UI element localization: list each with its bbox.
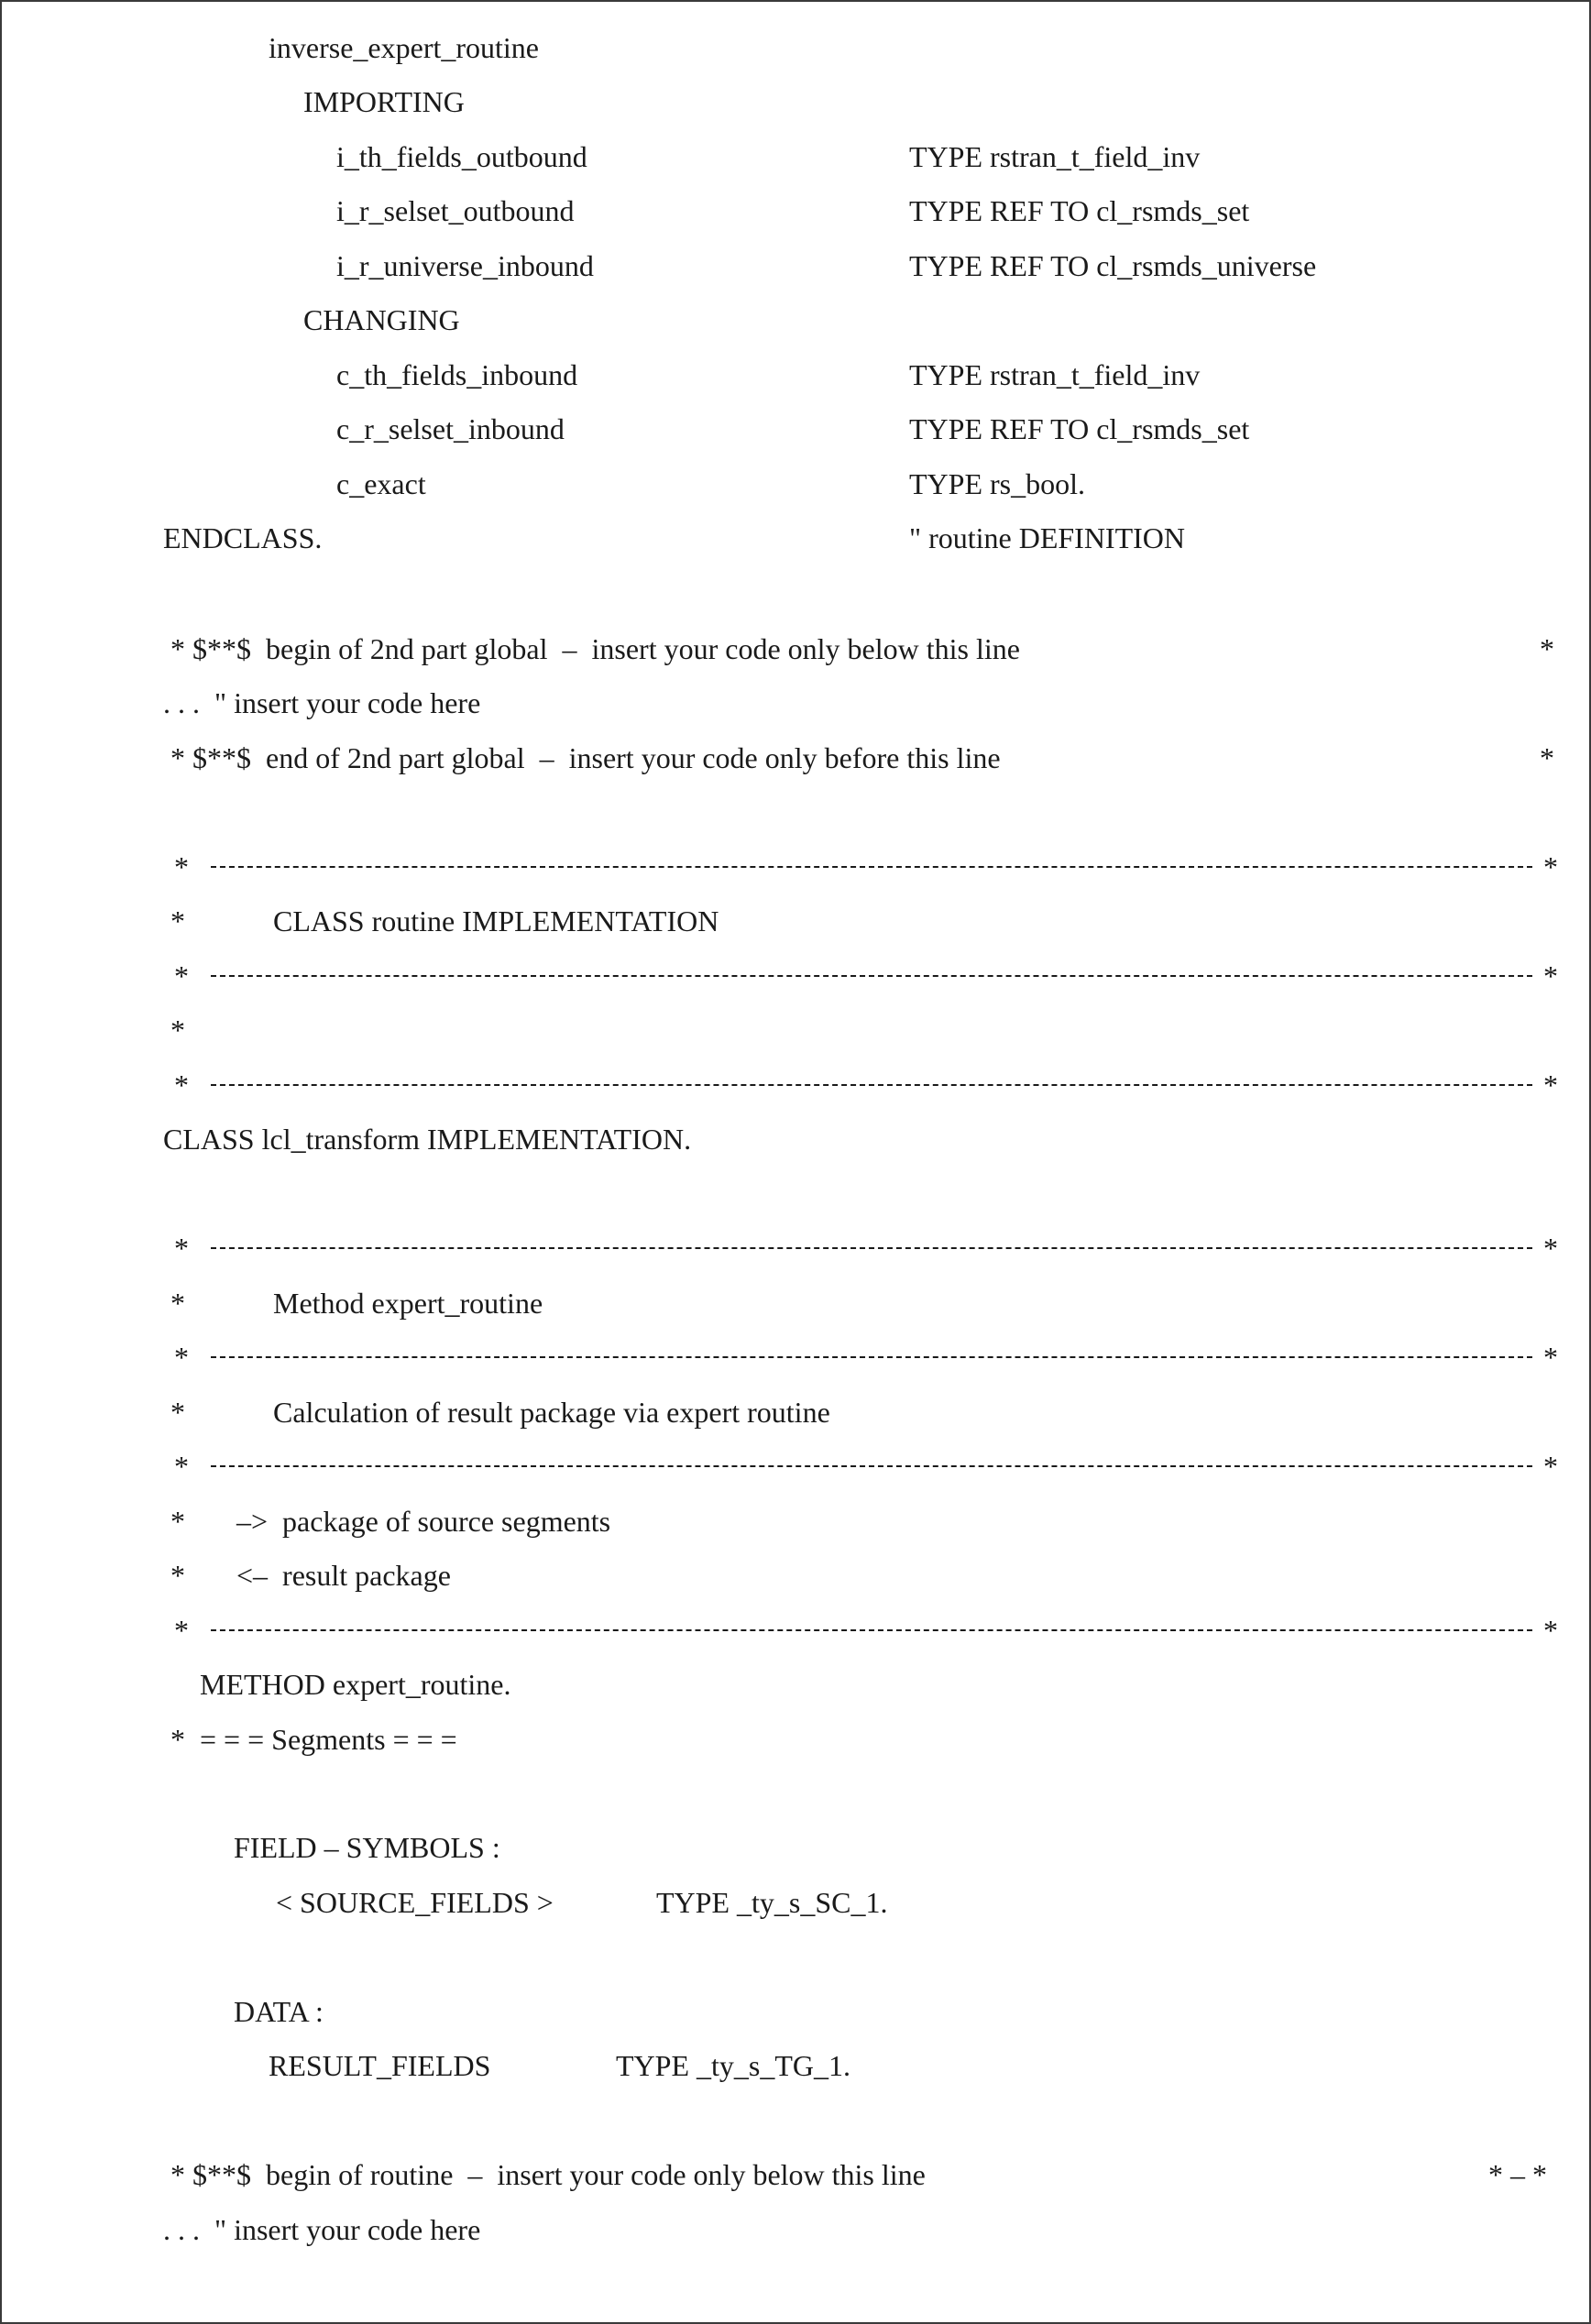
code-line: i_r_selset_outbound [336,194,575,227]
code-line: c_r_selset_inbound [336,412,565,445]
dash-rule [211,1629,1532,1631]
dash-rule [211,1084,1532,1086]
code-line: TYPE _ty_s_TG_1. [616,2049,850,2082]
comment-star: * [1543,850,1558,883]
comment-star: * [174,850,189,883]
code-line: TYPE rs_bool. [909,467,1085,500]
comment-divider [163,1230,1558,1266]
code-comment: * $**$ end of 2nd part global – insert your code only before this line [163,741,1001,774]
comment-star: * [174,1069,189,1102]
code-line: i_r_universe_inbound [336,249,594,282]
code-line: c_exact [336,467,426,500]
comment-divider [163,1339,1558,1376]
dash-rule [211,975,1532,977]
code-line: . . . " insert your code here [163,2213,481,2246]
dash-rule [211,1247,1532,1249]
dash-rule [211,1465,1532,1467]
code-line: TYPE _ty_s_SC_1. [656,1886,888,1919]
code-line: . . . " insert your code here [163,686,481,719]
code-line: DATA : [234,1995,324,2028]
comment-star: * – * [1488,2158,1547,2191]
comment-star: * [174,1450,189,1483]
comment-star: * [1543,1069,1558,1102]
code-line: TYPE REF TO cl_rsmds_set [909,412,1250,445]
comment-star: * [174,1232,189,1265]
comment-star: * [1540,741,1554,774]
code-line: RESULT_FIELDS [269,2049,491,2082]
code-line: CHANGING [303,303,460,336]
comment-star: * [1543,959,1558,992]
comment-star: * [1543,1232,1558,1265]
comment-divider [163,1612,1558,1649]
comment-star: * [1543,1614,1558,1647]
code-comment: * [163,1014,185,1047]
comment-star: * [1543,1341,1558,1374]
comment-divider [163,1448,1558,1485]
comment-divider [163,1067,1558,1103]
code-line: < SOURCE_FIELDS > [276,1886,554,1919]
dash-rule [211,1356,1532,1358]
comment-star: * [174,1614,189,1647]
code-line: TYPE REF TO cl_rsmds_universe [909,249,1317,282]
code-line: TYPE REF TO cl_rsmds_set [909,194,1250,227]
code-line: i_th_fields_outbound [336,140,587,173]
code-comment: * $**$ begin of routine – insert your code only below this line [163,2158,926,2191]
code-line: IMPORTING [303,85,465,118]
code-line: CLASS lcl_transform IMPLEMENTATION. [163,1123,692,1156]
comment-star: * [1543,1450,1558,1483]
comment-star: * [1540,632,1554,665]
code-line: FIELD – SYMBOLS : [234,1831,500,1864]
code-line: ENDCLASS. [163,521,323,554]
code-comment: * Calculation of result package via expert routine [163,1396,830,1429]
code-comment: * <– result package [163,1559,451,1592]
comment-divider [163,849,1558,885]
comment-divider [163,958,1558,994]
code-comment: * $**$ begin of 2nd part global – insert your code only below this line [163,632,1020,665]
comment-star: * [174,959,189,992]
code-line: inverse_expert_routine [269,31,539,64]
code-line: TYPE rstran_t_field_inv [909,358,1201,391]
code-comment: * –> package of source segments [163,1505,611,1538]
dash-rule [211,866,1532,868]
code-comment: * Method expert_routine [163,1287,543,1320]
code-comment: * = = = Segments = = = [163,1723,457,1756]
code-line: METHOD expert_routine. [200,1668,511,1701]
code-comment: * CLASS routine IMPLEMENTATION [163,904,719,937]
code-line: c_th_fields_inbound [336,358,578,391]
comment-star: * [174,1341,189,1374]
code-line: TYPE rstran_t_field_inv [909,140,1201,173]
code-line: " routine DEFINITION [909,521,1185,554]
